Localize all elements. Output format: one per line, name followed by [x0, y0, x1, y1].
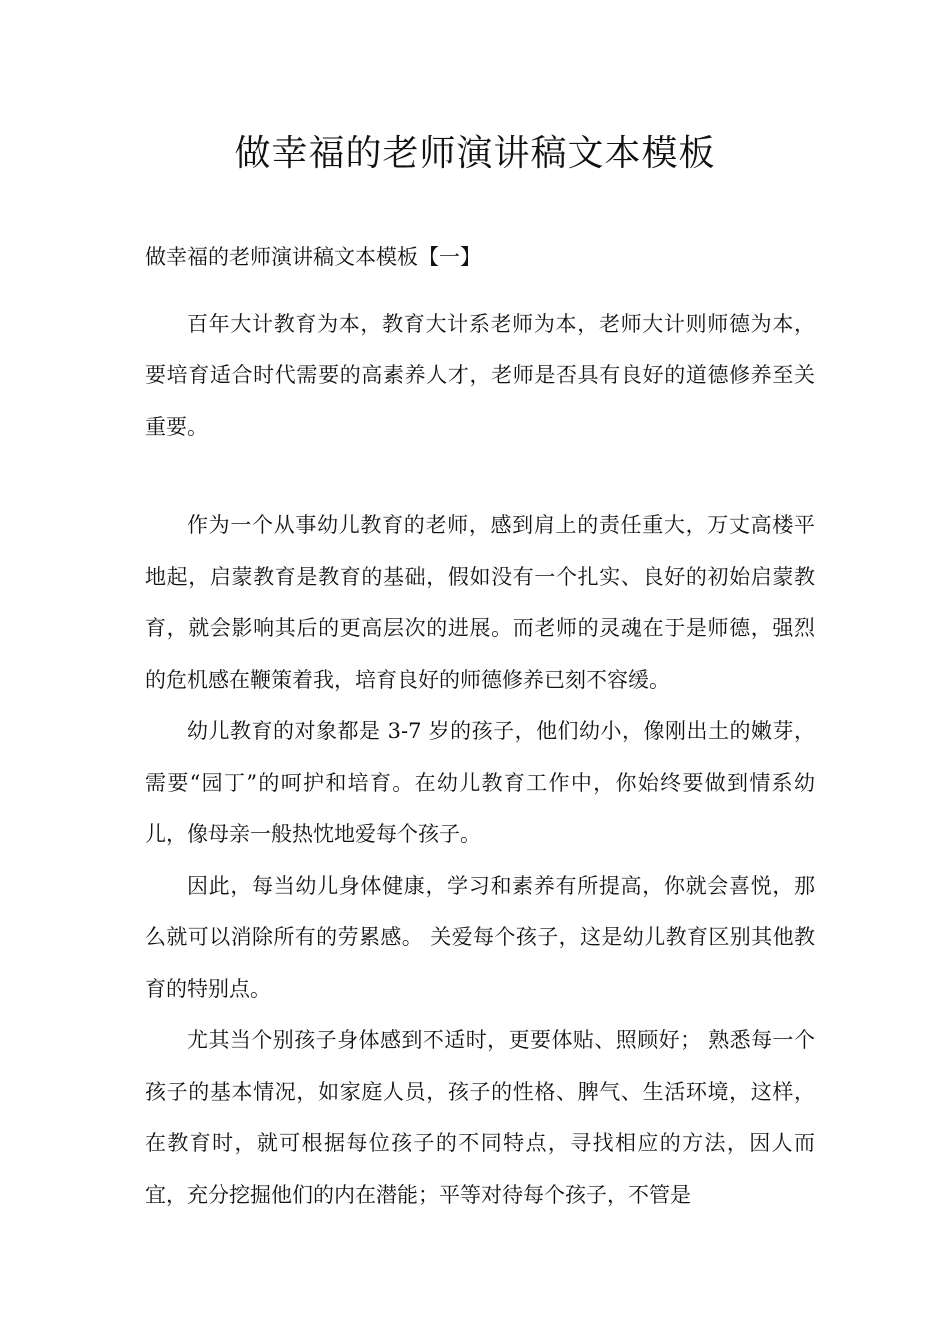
body-paragraph: 幼儿教育的对象都是 3-7 岁的孩子，他们幼小，像刚出土的嫩芽，需要“园丁”的呵护和培育。在幼儿教育工作中，你始终要做到情系幼儿，像母亲一般热忱地爱每个孩子。	[145, 719, 815, 846]
body-paragraph: 尤其当个别孩子身体感到不适时，更要体贴、照顾好； 熟悉每一个孩子的基本情况，如家庭人员，孩子的性格、脾气、生活环境，这样，在教育时，就可根据每位孩子的不同特点，寻找相应的方法，因人而宜，充分挖掘他们的内在潜能；平等对待每个孩子，不管是	[145, 1028, 815, 1207]
section-heading: 做幸福的老师演讲稿文本模板【一】	[145, 245, 481, 269]
body-paragraph: 百年大计教育为本，教育大计系老师为本，老师大计则师德为本，要培育适合时代需要的高素养人才，老师是否具有良好的道德修养至关重要。	[145, 311, 815, 439]
document-title: 做幸福的老师演讲稿文本模板	[234, 133, 716, 174]
body-paragraph: 因此，每当幼儿身体健康，学习和素养有所提高，你就会喜悦，那么就可以消除所有的劳累感。 关爱每个孩子，这是幼儿教育区别其他教育的特别点。	[145, 873, 815, 1001]
body-paragraph: 作为一个从事幼儿教育的老师，感到肩上的责任重大，万丈高楼平地起，启蒙教育是教育的基础，假如没有一个扎实、良好的初始启蒙教育，就会影响其后的更高层次的进展。而老师的灵魂在于是师德，强烈的危机感在鞭策着我，培育良好的师德修养已刻不容缓。	[145, 513, 815, 692]
document-body	[145, 232, 815, 1221]
